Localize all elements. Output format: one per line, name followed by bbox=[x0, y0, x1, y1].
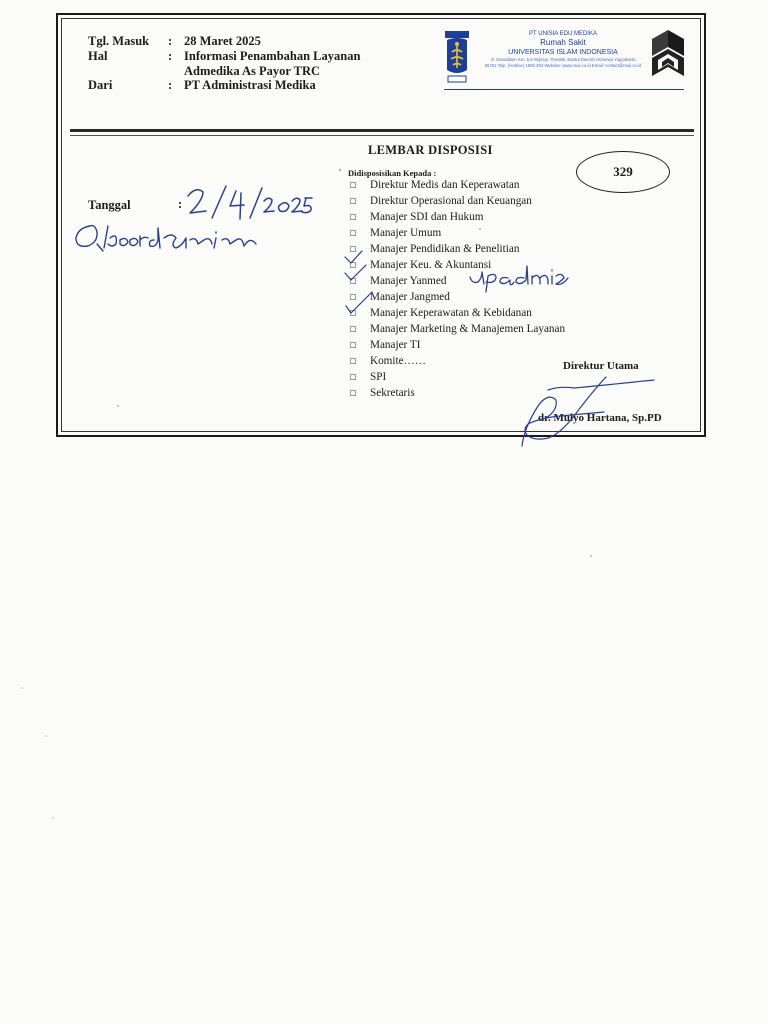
recipient-name: Sekretaris bbox=[370, 387, 415, 399]
letterhead-text bbox=[478, 30, 648, 69]
recipient-name: SPI bbox=[370, 371, 387, 383]
address-line2: 55761 Telp. (Hotline) 1500 204 Website: www.rsuii.co.id Email: contact@rsuii.co.id bbox=[484, 63, 642, 68]
tanggal-label: Tanggal bbox=[88, 198, 131, 212]
tgl-masuk-value: 28 Maret 2025 bbox=[184, 34, 261, 48]
recipient-name: Manajer Keu. & Akuntansi bbox=[370, 259, 492, 271]
recipient-name: Manajer Jangmed bbox=[370, 291, 450, 303]
hal-label: Hal bbox=[88, 49, 108, 63]
checkbox-icon bbox=[350, 390, 356, 396]
tanggal-colon: : bbox=[178, 197, 183, 211]
disposition-number: 329 bbox=[576, 151, 670, 193]
recipient-name: Direktur Operasional dan Keuangan bbox=[370, 195, 532, 207]
checkbox-icon bbox=[350, 342, 356, 348]
section-divider-thin bbox=[70, 135, 694, 136]
checkbox-icon bbox=[350, 374, 356, 380]
section-divider-thick bbox=[70, 129, 694, 132]
checkbox-icon bbox=[350, 230, 356, 236]
recipient-name: Manajer Pendidikan & Penelitian bbox=[370, 243, 520, 255]
recipient-name: Manajer SDI dan Hukum bbox=[370, 211, 484, 223]
hal-value-line1: Informasi Penambahan Layanan bbox=[184, 49, 361, 63]
checkbox-icon bbox=[350, 246, 356, 252]
tgl-masuk-label: Tgl. Masuk bbox=[88, 34, 150, 48]
checkbox-icon bbox=[350, 326, 356, 332]
hospital-line1: Rumah Sakit bbox=[540, 38, 586, 47]
signatory-name: dr. Mulyo Hartana, Sp.PD bbox=[538, 412, 662, 424]
checkbox-icon bbox=[350, 310, 356, 316]
header-fields bbox=[88, 34, 388, 94]
recipient-name: Manajer TI bbox=[370, 339, 421, 351]
recipient-name: Direktur Medis dan Keperawatan bbox=[370, 179, 520, 191]
dari-label: Dari bbox=[88, 78, 113, 92]
rs-uii-seal-icon bbox=[444, 30, 470, 84]
checkbox-icon bbox=[350, 294, 356, 300]
hospital-letterhead bbox=[444, 28, 686, 90]
dari-colon: : bbox=[168, 78, 173, 92]
hal-value-line2: Admedika As Payor TRC bbox=[184, 64, 321, 78]
recipients-label: Didisposisikan Kepada : bbox=[348, 168, 437, 178]
tgl-masuk-colon: : bbox=[168, 34, 173, 48]
company-name: PT UNISIA EDU MEDIKA bbox=[529, 31, 597, 37]
hospital-line2: UNIVERSITAS ISLAM INDONESIA bbox=[508, 49, 618, 56]
recipient-name: Manajer Marketing & Manajemen Layanan bbox=[370, 323, 566, 335]
checkbox-icon bbox=[350, 278, 356, 284]
recipient-name: Manajer Yanmed bbox=[370, 275, 447, 287]
recipient-name: Komite…… bbox=[370, 355, 426, 367]
checkbox-icon bbox=[350, 198, 356, 204]
letterhead-rule bbox=[444, 89, 684, 90]
form-title: LEMBAR DISPOSISI bbox=[368, 143, 493, 157]
checkbox-icon bbox=[350, 182, 356, 188]
checkbox-icon bbox=[350, 262, 356, 268]
address-line1: Jl. Srandakan Km. 5,5 Wijirejo, Pandak, Bantul Daerah Istimewa Yogyakarta bbox=[490, 57, 636, 62]
uem-logo-icon bbox=[650, 28, 686, 80]
recipient-name: Manajer Umum bbox=[370, 227, 442, 239]
dari-value: PT Administrasi Medika bbox=[184, 78, 316, 92]
recipient-name: Manajer Keperawatan & Kebidanan bbox=[370, 307, 532, 319]
hal-colon: : bbox=[168, 49, 173, 63]
checkbox-icon bbox=[350, 358, 356, 364]
signatory-title: Direktur Utama bbox=[563, 360, 639, 372]
checkbox-icon bbox=[350, 214, 356, 220]
